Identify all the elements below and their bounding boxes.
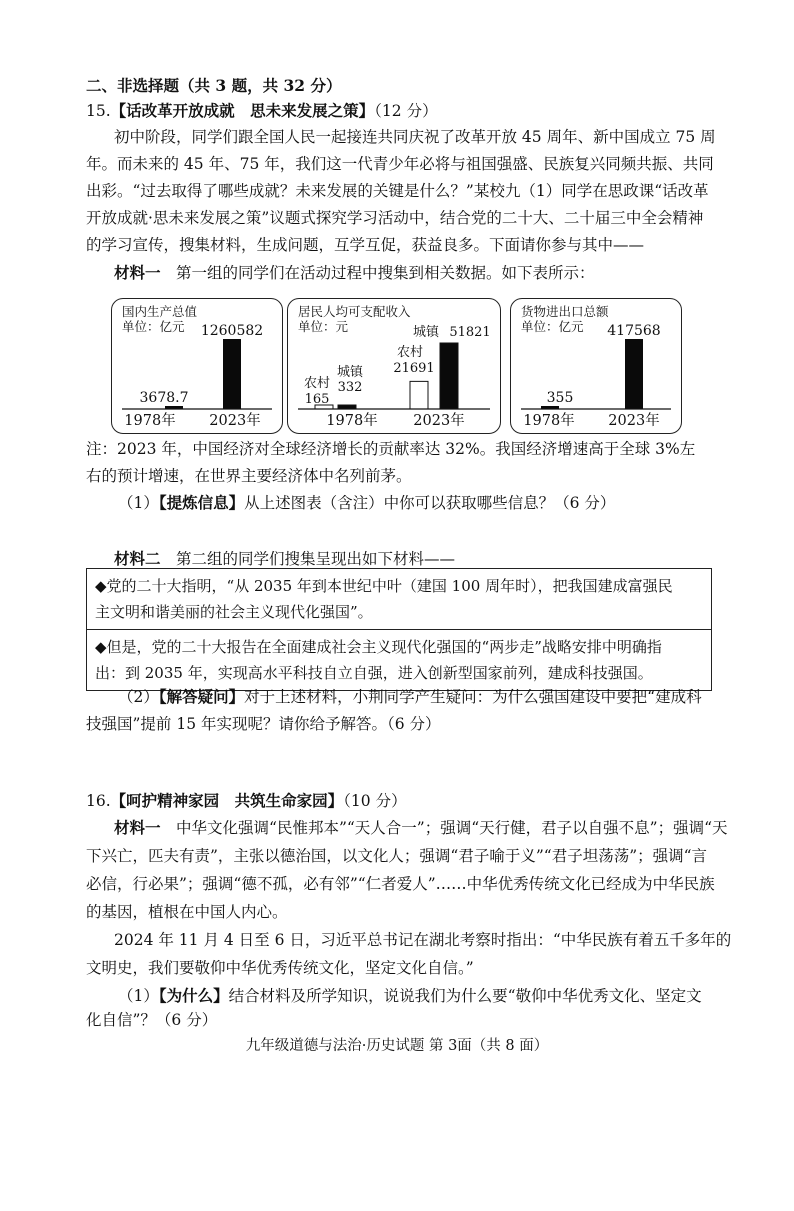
series-label: 城镇 — [412, 325, 440, 340]
q16-sub1-line-1 — [118, 985, 702, 1007]
bar — [440, 343, 458, 409]
q15-sub2-num: （2） — [118, 688, 159, 706]
material2-row-line: ◆但是，党的二十大报告在全面建成社会主义现代化强国的“两步走”战略安排中明确指 — [95, 638, 662, 656]
q16-sub1-tag: 【为什么】 — [158, 986, 229, 1005]
bar — [338, 405, 356, 409]
income-chart — [288, 299, 500, 433]
material2-row-line: 主文明和谐美丽的社会主义现代化强国”。 — [95, 603, 373, 621]
chart-box-gdp — [111, 298, 283, 434]
data-label: 332 — [337, 380, 363, 395]
q16-number: 16. — [86, 792, 111, 810]
q16-sub1-line-2: 化自信”？（6 分） — [86, 1011, 218, 1029]
data-label: 417568 — [607, 323, 661, 339]
q16-material1-line-2: 下兴亡，匹夫有责”，主张以德治国，以文化人；强调“君子喻于义”“君子坦荡荡”；强调“言 — [86, 847, 708, 865]
trade-chart — [511, 299, 681, 433]
q16-score: （10 分） — [343, 792, 407, 810]
q15-note-line-2: 右的预计增速，在世界主要经济体中名列前茅。 — [86, 467, 412, 485]
chart-title: 国内生产总值 — [122, 304, 198, 319]
material2-row-line: 出：到 2035 年，实现高水平科技自立自强，进入创新型国家前列，建成科技强国。 — [95, 664, 653, 682]
q15-sub2-tag: 【解答疑问】 — [158, 687, 245, 706]
q15-sub2-line-1 — [118, 686, 702, 708]
x-tick-label: 1978年 — [326, 413, 378, 429]
page-footer: 九年级道德与法治·历史试题 第 3面（共 8 面） — [245, 1038, 549, 1054]
q15-score: （12 分） — [374, 102, 438, 120]
x-tick-label: 2023年 — [608, 413, 660, 429]
section-title: 二、非选择题（共 3 题，共 32 分） — [86, 76, 342, 95]
q15-number: 15. — [86, 102, 111, 120]
q16-para2-line-1: 2024 年 11 月 4 日至 6 日，习近平总书记在湖北考察时指出：“中华民族有着五千多年的 — [114, 931, 732, 949]
chart-box-income — [287, 298, 501, 434]
q16-material1-label: 材料一 — [114, 818, 161, 837]
chart-unit: 单位：元 — [298, 319, 349, 334]
q15-sub1-tag: 【提炼信息】 — [158, 493, 245, 512]
q15-material2-text: 第二组的同学们搜集呈现出如下材料—— — [176, 550, 456, 568]
material2-row-line: ◆党的二十大指明，“从 2035 年到本世纪中叶（建国 100 周年时），把我国建成富强民 — [95, 577, 673, 595]
data-label: 21691 — [393, 361, 435, 376]
q16-sub1-text-1: 结合材料及所学知识，说说我们为什么要“敬仰中华优秀文化、坚定文 — [228, 987, 702, 1005]
q16-material1-line-3: 必信，行必果”；强调“德不孤，必有邻”“仁者爱人”……中华优秀传统文化已经成为中华民族 — [86, 875, 715, 893]
q15-material1-text: 第一组的同学们在活动过程中搜集到相关数据。如下表所示： — [176, 264, 595, 282]
q15-material2 — [114, 548, 455, 570]
chart-unit: 单位：亿元 — [122, 319, 185, 334]
q16-material1-line-1 — [114, 817, 728, 839]
chart-box-trade — [510, 298, 682, 434]
x-tick-label: 1978年 — [124, 413, 176, 429]
data-label: 51821 — [449, 325, 491, 340]
q15-note-line-1: 注：2023 年，中国经济对全球经济增长的贡献率达 32%。我国经济增速高于全球 3%左 — [86, 440, 696, 458]
q15-material1-label: 材料一 — [114, 263, 161, 282]
x-tick-label: 1978年 — [523, 413, 575, 429]
series-label: 农村 — [396, 345, 424, 360]
q15-heading — [86, 100, 438, 122]
q15-sub1 — [118, 492, 615, 514]
q16-material1-line-4: 的基因，植根在中国人内心。 — [86, 903, 288, 921]
q15-intro-line-2: 年。而未来的 45 年、75 年，我们这一代青少年必将与祖国强盛、民族复兴同频共振、共同 — [86, 155, 714, 173]
q16-heading — [86, 790, 407, 812]
material2-table — [86, 568, 712, 691]
bar — [625, 339, 643, 409]
q15-material2-label: 材料二 — [114, 549, 161, 568]
q15-sub1-num: （1） — [118, 494, 159, 512]
series-label: 城镇 — [336, 365, 364, 380]
q15-sub2-text-1: 对于上述材料，小荆同学产生疑问：为什么强国建设中要把“建成科 — [244, 688, 702, 706]
q16-title: 【呵护精神家园 共筑生命家园】 — [110, 791, 344, 810]
q15-material1 — [114, 262, 595, 284]
q16-sub1-num: （1） — [118, 987, 159, 1005]
material2-row — [87, 629, 711, 690]
data-label: 355 — [546, 390, 574, 406]
q15-intro-line-3: 出彩。“过去取得了哪些成就？未来发展的关键是什么？”某校九（1）同学在思政课“话改革 — [86, 182, 709, 200]
q15-intro-line-5: 的学习宣传，搜集材料，生成问题，互学互促，获益良多。下面请你参与其中—— — [86, 236, 645, 254]
chart-title: 货物进出口总额 — [521, 304, 609, 319]
chart-unit: 单位：亿元 — [521, 319, 584, 334]
q15-sub1-text: 从上述图表（含注）中你可以获取哪些信息？（6 分） — [244, 494, 616, 512]
q15-title: 【话改革开放成就 思未来发展之策】 — [110, 101, 375, 120]
q16-material1-text-1: 中华文化强调“民惟邦本”“天人合一”；强调“天行健，君子以自强不息”；强调“天 — [176, 819, 728, 837]
q15-sub2-line-2: 技强国”提前 15 年实现呢？请你给予解答。（6 分） — [86, 715, 441, 733]
x-tick-label: 2023年 — [413, 413, 465, 429]
series-label: 农村 — [303, 376, 331, 391]
data-label: 3678.7 — [139, 390, 189, 406]
gdp-chart — [112, 299, 282, 433]
q16-para2-line-2: 文明史，我们要敬仰中华优秀传统文化，坚定文化自信。” — [86, 959, 474, 977]
bar — [223, 339, 241, 409]
x-tick-label: 2023年 — [209, 413, 261, 429]
q15-intro-line-4: 开放成就·思未来发展之策”议题式探究学习活动中，结合党的二十大、二十届三中全会精神 — [86, 209, 704, 227]
material2-row — [87, 569, 711, 629]
data-label: 1260582 — [200, 323, 264, 339]
data-label: 165 — [304, 392, 330, 407]
q15-intro-line-1: 初中阶段，同学们跟全国人民一起接连共同庆祝了改革开放 45 周年、新中国成立 75 周 — [114, 128, 716, 146]
chart-title: 居民人均可支配收入 — [298, 304, 411, 319]
bar — [410, 381, 428, 409]
